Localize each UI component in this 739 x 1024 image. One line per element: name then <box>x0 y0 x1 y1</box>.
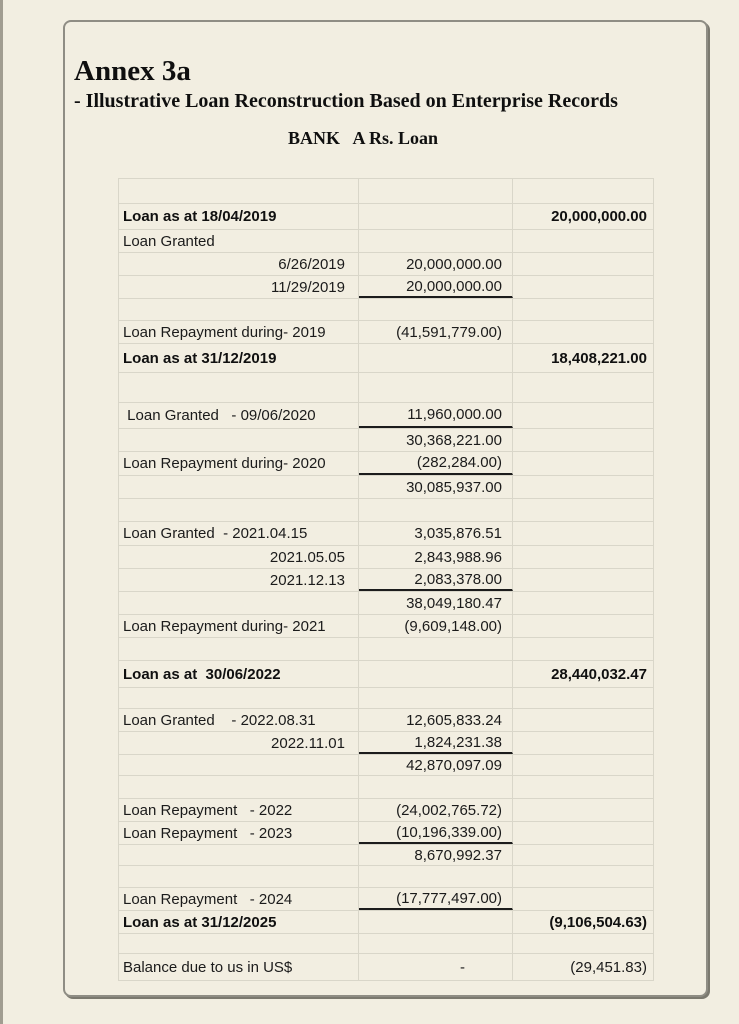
label-cell: Loan Repayment - 2023 <box>119 822 359 844</box>
label-cell: Loan Repayment during- 2021 <box>119 615 359 637</box>
amount-cell <box>359 299 513 320</box>
amount-cell: 38,049,180.47 <box>359 592 513 614</box>
label-cell: Loan as at 31/12/2025 <box>119 911 359 933</box>
page-edge-line <box>0 0 3 1024</box>
total-cell <box>513 688 654 708</box>
amount-cell: (24,002,765.72) <box>359 799 513 821</box>
label-cell <box>119 299 359 320</box>
total-cell <box>513 866 654 887</box>
label-cell: Loan Granted <box>119 230 359 252</box>
amount-cell: 3,035,876.51 <box>359 522 513 545</box>
amount-cell: - <box>359 954 513 980</box>
document-title: - Illustrative Loan Reconstruction Based on Enterprise Records <box>74 90 618 113</box>
amount-cell <box>359 179 513 203</box>
label-cell <box>119 755 359 775</box>
total-cell <box>513 546 654 568</box>
total-cell <box>513 569 654 591</box>
amount-cell: 2,083,378.00 <box>359 569 513 591</box>
table-row <box>119 428 654 451</box>
amount-cell: 20,000,000.00 <box>359 276 513 298</box>
total-cell: 28,440,032.47 <box>513 661 654 687</box>
total-cell <box>513 476 654 498</box>
amount-cell: (282,284.00) <box>359 452 513 475</box>
bank-loan-subtitle: BANK A Rs. Loan <box>288 128 439 149</box>
table-row <box>119 343 654 372</box>
label-cell: Loan as at 18/04/2019 <box>119 204 359 229</box>
table-row <box>119 708 654 731</box>
total-cell <box>513 403 654 428</box>
table-row <box>119 865 654 887</box>
table-row <box>119 372 654 402</box>
total-cell <box>513 888 654 910</box>
label-cell <box>119 499 359 521</box>
label-cell: 2022.11.01 <box>119 732 359 754</box>
label-cell <box>119 592 359 614</box>
label-cell: Loan Granted - 09/06/2020 <box>119 403 359 428</box>
total-cell <box>513 522 654 545</box>
total-cell: (9,106,504.63) <box>513 911 654 933</box>
total-cell <box>513 373 654 402</box>
total-cell <box>513 934 654 953</box>
label-cell: Loan Repayment - 2022 <box>119 799 359 821</box>
table-row <box>119 298 654 320</box>
total-cell: 20,000,000.00 <box>513 204 654 229</box>
total-cell <box>513 638 654 660</box>
label-cell <box>119 373 359 402</box>
table-row <box>119 910 654 933</box>
amount-cell <box>359 688 513 708</box>
label-cell: 2021.05.05 <box>119 546 359 568</box>
document-heading <box>65 22 706 149</box>
table-row <box>119 498 654 521</box>
label-cell: Loan Repayment during- 2019 <box>119 321 359 343</box>
document-frame <box>63 20 708 997</box>
table-row <box>119 731 654 754</box>
amount-cell <box>359 911 513 933</box>
label-cell: Loan Repayment during- 2020 <box>119 452 359 475</box>
label-cell: 6/26/2019 <box>119 253 359 275</box>
amount-cell <box>359 934 513 953</box>
loan-reconstruction-table <box>118 178 654 981</box>
amount-cell: (9,609,148.00) <box>359 615 513 637</box>
label-cell <box>119 429 359 451</box>
table-row <box>119 521 654 545</box>
table-row <box>119 545 654 568</box>
label-cell <box>119 638 359 660</box>
table-row <box>119 687 654 708</box>
label-cell: Loan Repayment - 2024 <box>119 888 359 910</box>
table-row <box>119 754 654 775</box>
table-row <box>119 451 654 475</box>
table-row <box>119 844 654 865</box>
label-cell <box>119 845 359 865</box>
total-cell <box>513 776 654 798</box>
label-cell: Loan as at 30/06/2022 <box>119 661 359 687</box>
amount-cell <box>359 638 513 660</box>
table-row <box>119 178 654 203</box>
total-cell <box>513 452 654 475</box>
annex-title: Annex 3a <box>74 55 191 87</box>
table-row <box>119 475 654 498</box>
amount-cell <box>359 499 513 521</box>
label-cell <box>119 776 359 798</box>
table-row <box>119 591 654 614</box>
amount-cell: 20,000,000.00 <box>359 253 513 275</box>
table-row <box>119 821 654 844</box>
table-row <box>119 203 654 229</box>
total-cell: (29,451.83) <box>513 954 654 980</box>
total-cell <box>513 429 654 451</box>
label-cell <box>119 179 359 203</box>
amount-cell: 8,670,992.37 <box>359 845 513 865</box>
amount-cell: 11,960,000.00 <box>359 403 513 428</box>
table-row <box>119 614 654 637</box>
label-cell <box>119 934 359 953</box>
total-cell <box>513 709 654 731</box>
amount-cell: (41,591,779.00) <box>359 321 513 343</box>
amount-cell: 2,843,988.96 <box>359 546 513 568</box>
table-row <box>119 660 654 687</box>
amount-cell <box>359 373 513 402</box>
total-cell <box>513 799 654 821</box>
table-row <box>119 402 654 428</box>
amount-cell <box>359 866 513 887</box>
table-row <box>119 275 654 298</box>
table-row <box>119 953 654 980</box>
amount-cell: (17,777,497.00) <box>359 888 513 910</box>
table-row <box>119 637 654 660</box>
label-cell: 2021.12.13 <box>119 569 359 591</box>
total-cell <box>513 230 654 252</box>
table-row <box>119 887 654 910</box>
table-row <box>119 568 654 591</box>
total-cell <box>513 253 654 275</box>
table-row <box>119 320 654 343</box>
label-cell: 11/29/2019 <box>119 276 359 298</box>
amount-cell: 1,824,231.38 <box>359 732 513 754</box>
amount-cell <box>359 230 513 252</box>
total-cell <box>513 732 654 754</box>
label-cell: Balance due to us in US$ <box>119 954 359 980</box>
amount-cell <box>359 776 513 798</box>
table-row <box>119 229 654 252</box>
total-cell <box>513 321 654 343</box>
amount-cell: 12,605,833.24 <box>359 709 513 731</box>
label-cell <box>119 866 359 887</box>
amount-cell <box>359 204 513 229</box>
label-cell: Loan as at 31/12/2019 <box>119 344 359 372</box>
amount-cell: 42,870,097.09 <box>359 755 513 775</box>
amount-cell: (10,196,339.00) <box>359 822 513 844</box>
label-cell: Loan Granted - 2021.04.15 <box>119 522 359 545</box>
total-cell <box>513 179 654 203</box>
label-cell <box>119 688 359 708</box>
total-cell <box>513 755 654 775</box>
amount-cell <box>359 661 513 687</box>
total-cell <box>513 615 654 637</box>
amount-cell: 30,085,937.00 <box>359 476 513 498</box>
total-cell <box>513 822 654 844</box>
total-cell <box>513 276 654 298</box>
total-cell <box>513 845 654 865</box>
table-row <box>119 775 654 798</box>
table-row <box>119 798 654 821</box>
label-cell <box>119 476 359 498</box>
table-row <box>119 933 654 953</box>
total-cell <box>513 299 654 320</box>
total-cell: 18,408,221.00 <box>513 344 654 372</box>
table-row <box>119 252 654 275</box>
total-cell <box>513 499 654 521</box>
total-cell <box>513 592 654 614</box>
amount-cell <box>359 344 513 372</box>
amount-cell: 30,368,221.00 <box>359 429 513 451</box>
label-cell: Loan Granted - 2022.08.31 <box>119 709 359 731</box>
